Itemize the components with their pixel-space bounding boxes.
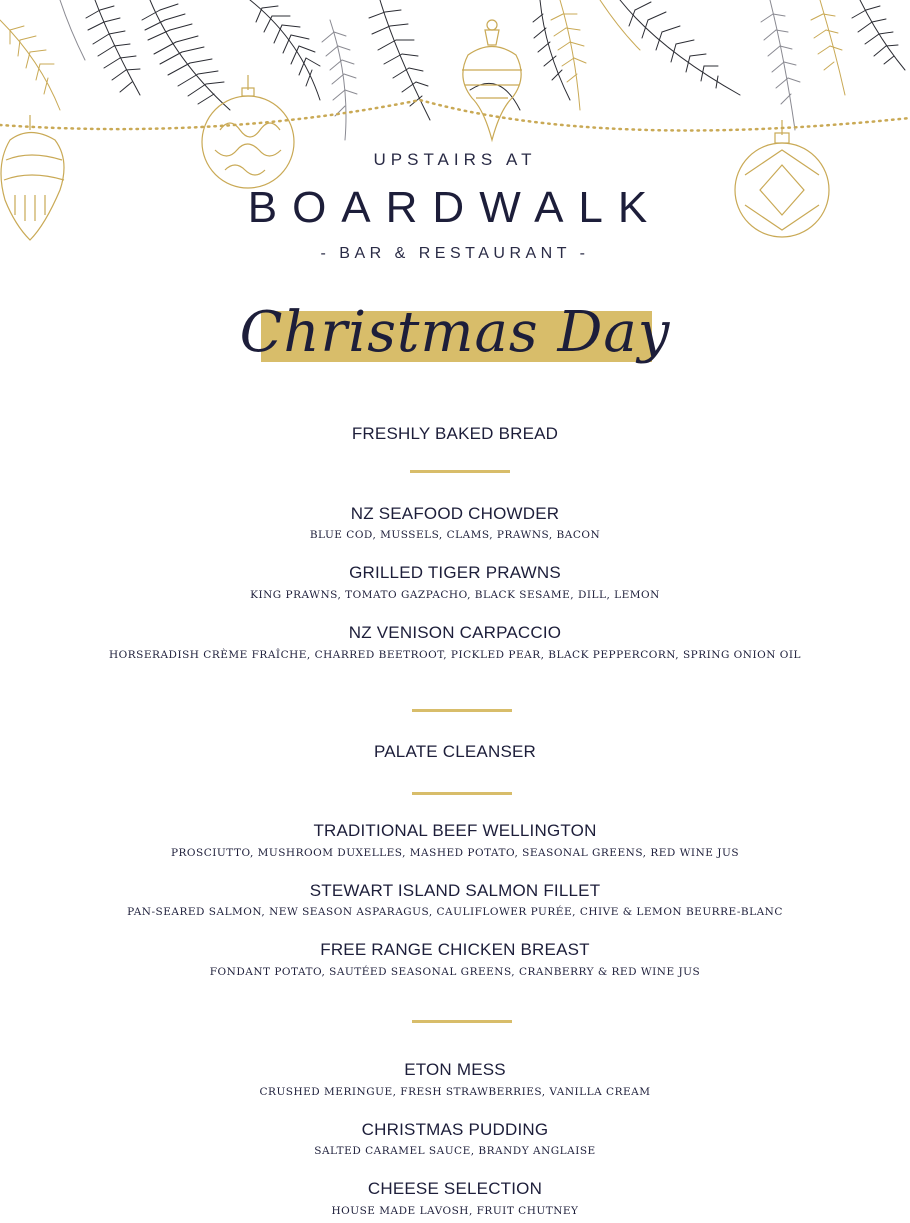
dish-description: PAN-SEARED SALMON, NEW SEASON ASPARAGUS, CAULIFLOWER PURÉE, CHIVE & LEMON BEURRE-BLANC — [127, 906, 783, 918]
brand-name: BOARDWALK — [247, 183, 663, 232]
brand-subtitle: - BAR & RESTAURANT - — [320, 245, 590, 262]
bauble-finial — [462, 20, 522, 140]
course-bread: FRESHLY BAKED BREAD — [351, 424, 559, 443]
divider — [412, 709, 512, 712]
dish-description: HOUSE MADE LAVOSH, FRUIT CHUTNEY — [331, 1205, 579, 1217]
header-upstairs: UPSTAIRS AT — [373, 150, 537, 169]
dish-description: HORSERADISH CRÈME FRAÎCHE, CHARRED BEETROOT, PICKLED PEAR, BLACK PEPPERCORN, SPRING ONION OIL — [109, 649, 801, 661]
dish-description: KING PRAWNS, TOMATO GAZPACHO, BLACK SESAME, DILL, LEMON — [250, 589, 660, 601]
dish-name: TRADITIONAL BEEF WELLINGTON — [313, 821, 597, 840]
dish-description: SALTED CARAMEL SAUCE, BRANDY ANGLAISE — [314, 1145, 596, 1157]
dish-name: NZ VENISON CARPACCIO — [348, 623, 562, 642]
dish-name: ETON MESS — [404, 1060, 506, 1079]
dish-description: BLUE COD, MUSSELS, CLAMS, PRAWNS, BACON — [309, 529, 601, 541]
dish-name: CHEESE SELECTION — [367, 1179, 543, 1198]
bead-garland — [0, 100, 910, 130]
dish-name: FREE RANGE CHICKEN BREAST — [320, 940, 590, 959]
bauble-swirl — [202, 75, 294, 188]
divider — [412, 1020, 512, 1023]
dish-description: FONDANT POTATO, SAUTÉED SEASONAL GREENS, CRANBERRY & RED WINE JUS — [209, 966, 701, 978]
dish-name: CHRISTMAS PUDDING — [361, 1120, 549, 1139]
dish-name: STEWART ISLAND SALMON FILLET — [309, 881, 601, 900]
divider — [412, 792, 512, 795]
dish-name: NZ SEAFOOD CHOWDER — [350, 504, 560, 523]
divider — [410, 470, 510, 473]
course-cleanser: PALATE CLEANSER — [373, 742, 537, 761]
dish-description: PROSCIUTTO, MUSHROOM DUXELLES, MASHED POTATO, SEASONAL GREENS, RED WINE JUS — [170, 847, 740, 859]
dish-description: CRUSHED MERINGUE, FRESH STRAWBERRIES, VANILLA CREAM — [259, 1086, 651, 1098]
pine-branches — [0, 0, 905, 140]
occasion-title: Christmas Day — [239, 300, 671, 365]
dish-name: GRILLED TIGER PRAWNS — [349, 563, 561, 582]
